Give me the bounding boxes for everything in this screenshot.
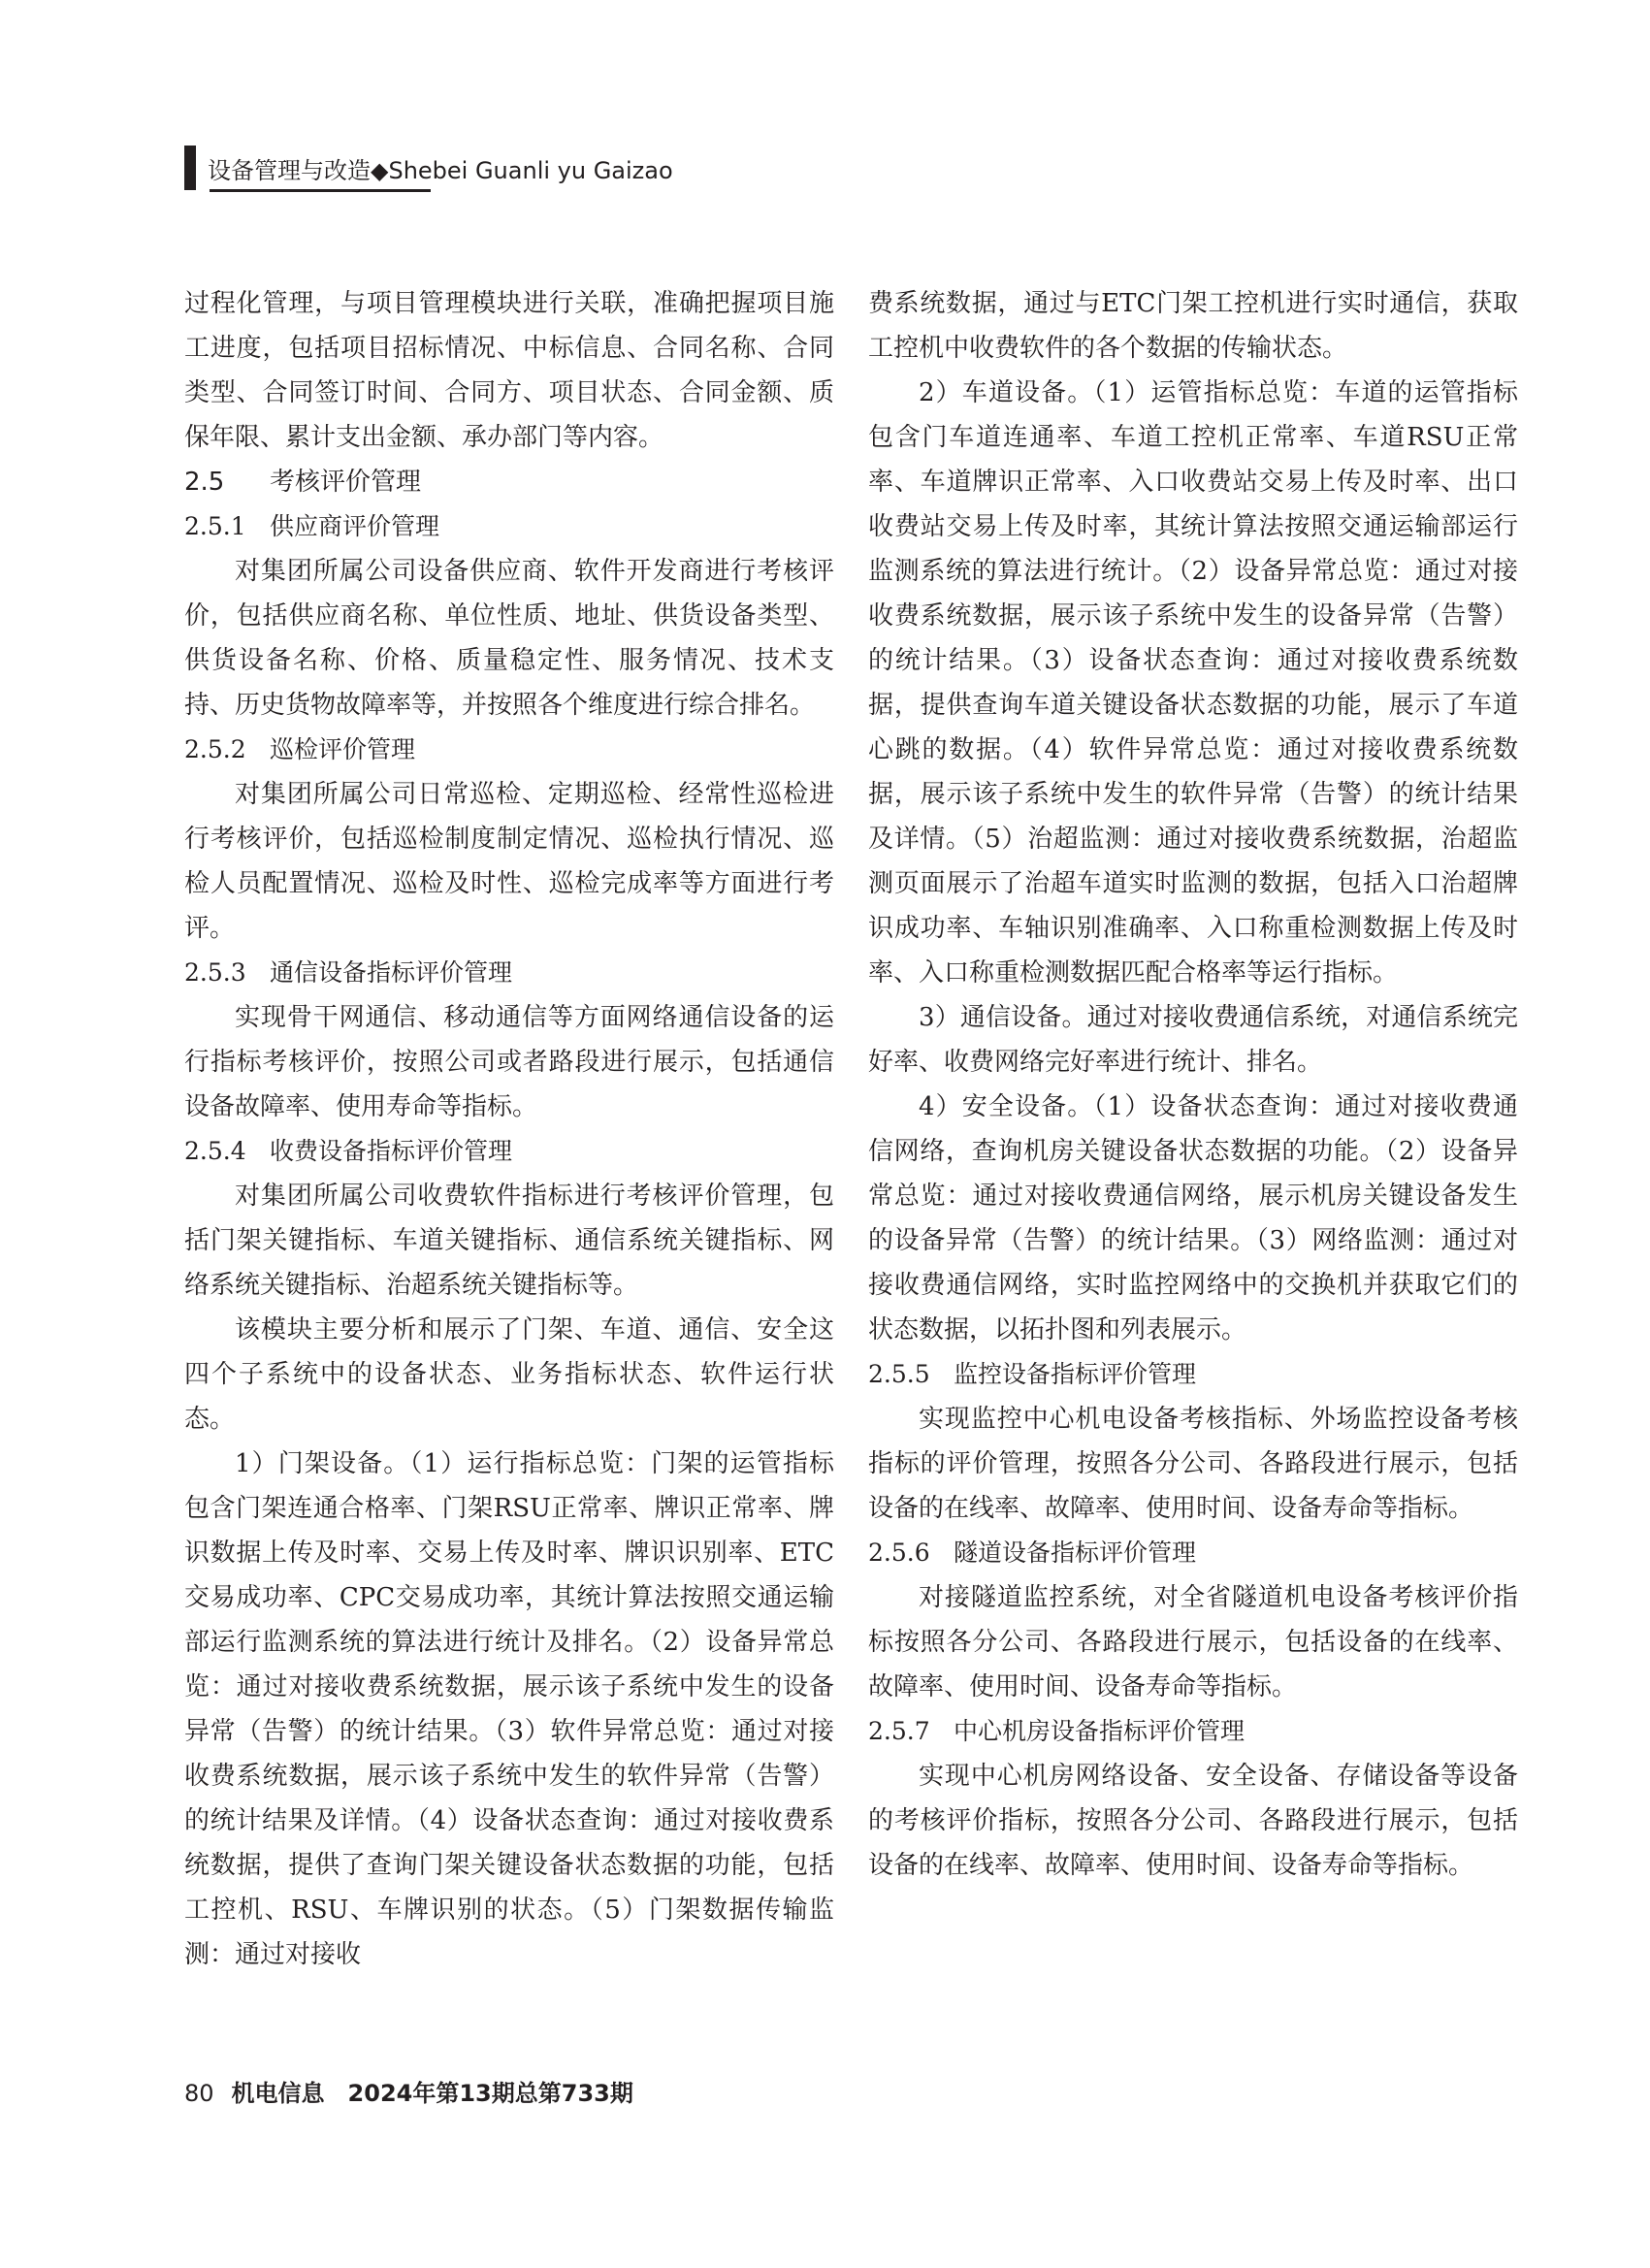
subsection-number: 2.5.6 (868, 1539, 930, 1567)
subsection-heading-2-5-5 (868, 1352, 1518, 1397)
subsection-heading-2-5-3 (184, 951, 834, 995)
left-column (184, 281, 834, 1977)
subsection-number: 2.5.2 (184, 735, 246, 763)
section-number: 2.5 (184, 468, 225, 497)
paragraph: 对集团所属公司日常巡检、定期巡检、经常性巡检进行考核评价，包括巡检制度制定情况、巡检执行情况、巡检人员配置情况、巡检及时性、巡检完成率等方面进行考评。 (184, 780, 834, 943)
issue-info: 2024年第13期总第733期 (347, 2080, 633, 2107)
subsection-title: 隧道设备指标评价管理 (954, 1539, 1197, 1567)
paragraph: 过程化管理，与项目管理模块进行关联，准确把握项目施工进度，包括项目招标情况、中标信息、合同名称、合同类型、合同签订时间、合同方、项目状态、合同金额、质保年限、累计支出金额、承办部门等内容。 (184, 289, 834, 452)
subsection-number: 2.5.7 (868, 1717, 930, 1745)
subsection-number: 2.5.4 (184, 1137, 246, 1165)
header-underline (210, 189, 431, 192)
right-column (868, 281, 1518, 1888)
subsection-title: 通信设备指标评价管理 (270, 958, 513, 987)
section-heading-2-5 (184, 460, 834, 504)
paragraph: 对接隧道监控系统，对全省隧道机电设备考核评价指标按照各分公司、各路段进行展示，包括设备的在线率、故障率、使用时间、设备寿命等指标。 (868, 1583, 1518, 1701)
subsection-title: 巡检评价管理 (270, 735, 416, 763)
subsection-heading-2-5-1 (184, 504, 834, 549)
paragraph: 4）安全设备。（1）设备状态查询：通过对接收费通信网络，查询机房关键设备状态数据的功能。（2）设备异常总览：通过对接收费通信网络，展示机房关键设备发生的设备异常（告警）的统计结果。（3）网络监测：通过对接收费通信网络，实时监控网络中的交换机并获取它们的状态数据，以拓扑图和列表展示。 (868, 1092, 1518, 1345)
page-number: 80 (184, 2080, 214, 2107)
running-header (184, 144, 673, 192)
page-footer (184, 2074, 633, 2108)
paragraph: 1）门架设备。（1）运行指标总览：门架的运管指标包含门架连通合格率、门架RSU正常率、牌识正常率、牌识数据上传及时率、交易上传及时率、牌识识别率、ETC交易成功率、CPC交易成功率，其统计算法按照交通运输部运行监测系统的算法进行统计及排名。（2）设备异常总览：通过对接收费系统数据，展示该子系统中发生的设备异常（告警）的统计结果。（3）软件异常总览：通过对接收费系统数据，展示该子系统中发生的软件异常（告警）的统计结果及详情。（4）设备状态查询：通过对接收费系统数据，提供了查询门架关键设备状态数据的功能，包括工控机、RSU、车牌识别的状态。（5）门架数据传输监测：通过对接收 (184, 1449, 834, 1969)
journal-name: 机电信息 (231, 2080, 325, 2107)
paragraph: 该模块主要分析和展示了门架、车道、通信、安全这四个子系统中的设备状态、业务指标状态、软件运行状态。 (184, 1315, 834, 1434)
subsection-number: 2.5.5 (868, 1360, 930, 1388)
subsection-heading-2-5-2 (184, 728, 834, 772)
paragraph: 对集团所属公司收费软件指标进行考核评价管理，包括门架关键指标、车道关键指标、通信系统关键指标、网络系统关键指标、治超系统关键指标等。 (184, 1182, 834, 1300)
paragraph: 对集团所属公司设备供应商、软件开发商进行考核评价，包括供应商名称、单位性质、地址、供货设备类型、供货设备名称、价格、质量稳定性、服务情况、技术支持、历史货物故障率等，并按照各个维度进行综合排名。 (184, 557, 834, 720)
paragraph: 实现监控中心机电设备考核指标、外场监控设备考核指标的评价管理，按照各分公司、各路段进行展示，包括设备的在线率、故障率、使用时间、设备寿命等指标。 (868, 1405, 1518, 1523)
subsection-title: 中心机房设备指标评价管理 (954, 1717, 1246, 1745)
paragraph: 实现中心机房网络设备、安全设备、存储设备等设备的考核评价指标，按照各分公司、各路段进行展示，包括设备的在线率、故障率、使用时间、设备寿命等指标。 (868, 1762, 1518, 1880)
subsection-heading-2-5-4 (184, 1129, 834, 1174)
subsection-title: 收费设备指标评价管理 (270, 1137, 513, 1165)
subsection-heading-2-5-7 (868, 1709, 1518, 1754)
header-bar-mark (184, 146, 196, 190)
section-title: 考核评价管理 (270, 468, 422, 497)
paragraph: 3）通信设备。通过对接收费通信系统，对通信系统完好率、收费网络完好率进行统计、排名。 (868, 1003, 1518, 1077)
running-head-text: 设备管理与改造◆Shebei Guanli yu Gaizao (208, 156, 673, 184)
subsection-title: 监控设备指标评价管理 (954, 1360, 1197, 1388)
subsection-heading-2-5-6 (868, 1531, 1518, 1575)
subsection-number: 2.5.1 (184, 512, 246, 540)
paragraph: 2）车道设备。（1）运管指标总览：车道的运管指标包含门车道连通率、车道工控机正常率、车道RSU正常率、车道牌识正常率、入口收费站交易上传及时率、出口收费站交易上传及时率，其统计算法按照交通运输部运行监测系统的算法进行统计。（2）设备异常总览：通过对接收费系统数据，展示该子系统中发生的设备异常（告警）的统计结果。（3）设备状态查询：通过对接收费系统数据，提供查询车道关键设备状态数据的功能，展示了车道心跳的数据。（4）软件异常总览：通过对接收费系统数据，展示该子系统中发生的软件异常（告警）的统计结果及详情。（5）治超监测：通过对接收费系统数据，治超监测页面展示了治超车道实时监测的数据，包括入口治超牌识成功率、车轴识别准确率、入口称重检测数据上传及时率、入口称重检测数据匹配合格率等运行指标。 (868, 378, 1518, 988)
paragraph: 费系统数据，通过与ETC门架工控机进行实时通信，获取工控机中收费软件的各个数据的传输状态。 (868, 289, 1518, 363)
subsection-title: 供应商评价管理 (270, 512, 440, 540)
paragraph: 实现骨干网通信、移动通信等方面网络通信设备的运行指标考核评价，按照公司或者路段进行展示，包括通信设备故障率、使用寿命等指标。 (184, 1003, 834, 1121)
subsection-number: 2.5.3 (184, 958, 246, 987)
